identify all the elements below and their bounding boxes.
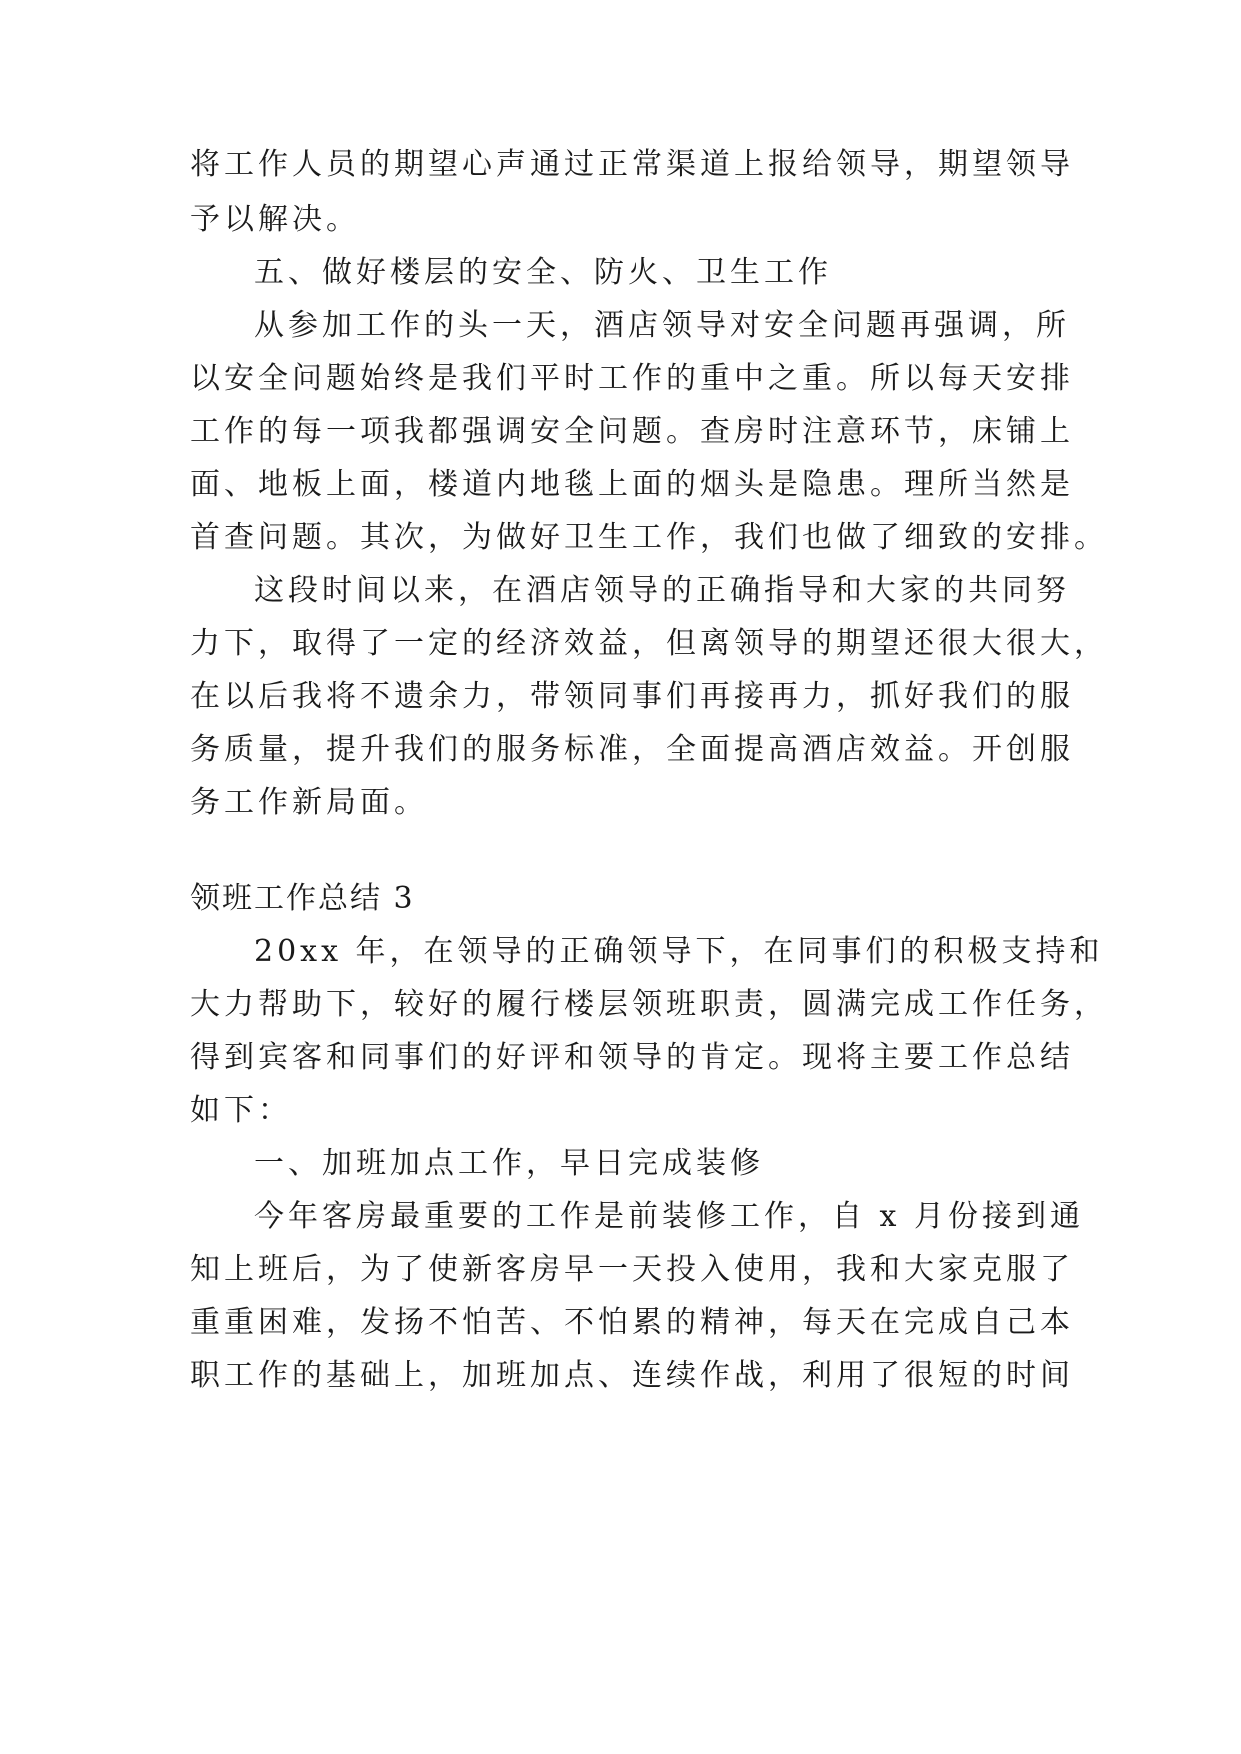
text-line: 予以解决。 [190, 202, 360, 237]
section-title: 领班工作总结 3 [190, 881, 415, 916]
text-line: 知上班后，为了使新客房早一天投入使用，我和大家克服了 [190, 1252, 1074, 1287]
text-line: 首查问题。其次，为做好卫生工作，我们也做了细致的安排。 [190, 520, 1108, 555]
section-heading: 五、做好楼层的安全、防火、卫生工作 [254, 255, 832, 290]
paragraph-first-line: 今年客房最重要的工作是前装修工作，自 x 月份接到通 [254, 1199, 1084, 1234]
text-line: 将工作人员的期望心声通过正常渠道上报给领导，期望领导 [190, 147, 1074, 182]
text-line: 工作的每一项我都强调安全问题。查房时注意环节，床铺上 [190, 414, 1074, 449]
text-line: 务工作新局面。 [190, 785, 428, 820]
text-line: 以安全问题始终是我们平时工作的重中之重。所以每天安排 [190, 361, 1074, 396]
text-line: 面、地板上面，楼道内地毯上面的烟头是隐患。理所当然是 [190, 467, 1074, 502]
text-line: 力下，取得了一定的经济效益，但离领导的期望还很大很大， [190, 626, 1108, 661]
text-line: 务质量，提升我们的服务标准，全面提高酒店效益。开创服 [190, 732, 1074, 767]
text-line: 大力帮助下，较好的履行楼层领班职责，圆满完成工作任务， [190, 987, 1108, 1022]
paragraph-first-line: 从参加工作的头一天，酒店领导对安全问题再强调，所 [254, 308, 1070, 343]
text-line: 得到宾客和同事们的好评和领导的肯定。现将主要工作总结 [190, 1040, 1074, 1075]
text-line: 在以后我将不遗余力，带领同事们再接再力，抓好我们的服 [190, 679, 1074, 714]
text-line: 重重困难，发扬不怕苦、不怕累的精神，每天在完成自己本 [190, 1305, 1074, 1340]
section-heading: 一、加班加点工作，早日完成装修 [254, 1146, 764, 1181]
text-line: 如下： [190, 1093, 292, 1128]
text-line: 职工作的基础上，加班加点、连续作战，利用了很短的时间 [190, 1358, 1074, 1393]
paragraph-first-line: 20xx 年，在领导的正确领导下，在同事们的积极支持和 [254, 934, 1104, 969]
paragraph-first-line: 这段时间以来，在酒店领导的正确指导和大家的共同努 [254, 573, 1070, 608]
